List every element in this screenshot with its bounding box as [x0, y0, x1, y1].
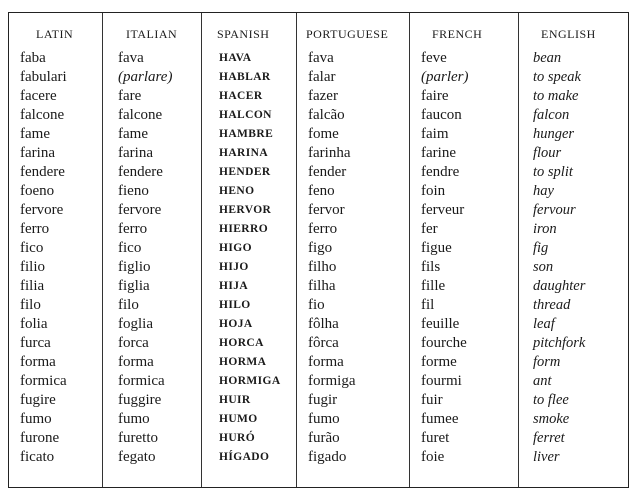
latin-word: fugire [20, 392, 56, 408]
italian-word: figlia [118, 278, 150, 294]
portuguese-word: fio [308, 297, 325, 313]
column-italian-list [118, 49, 172, 467]
portuguese-word: ferro [308, 221, 338, 237]
spanish-word: HIJO [219, 261, 249, 273]
portuguese-word: figado [308, 449, 347, 465]
spanish-word: HENO [219, 185, 255, 197]
french-word: fumee [421, 411, 459, 427]
french-word: farine [421, 145, 456, 161]
italian-word: figlio [118, 259, 151, 275]
italian-word: fervore [118, 202, 162, 218]
portuguese-word: figo [308, 240, 333, 256]
french-word: fil [421, 297, 435, 313]
spanish-word: HIGO [219, 242, 252, 254]
english-word: leaf [533, 316, 555, 332]
latin-word: fame [20, 126, 50, 142]
latin-word: faba [20, 50, 46, 66]
portuguese-word: fugir [308, 392, 338, 408]
italian-word: fendere [118, 164, 163, 180]
column-header-portuguese: PORTUGUESE [306, 27, 389, 41]
french-word: faim [421, 126, 449, 142]
spanish-word: HERVOR [219, 204, 272, 216]
column-header-spanish: SPANISH [217, 27, 270, 41]
spanish-word: HOJA [219, 318, 253, 330]
column-header-latin: LATIN [36, 27, 74, 41]
latin-word: filia [20, 278, 45, 294]
latin-word: fervore [20, 202, 64, 218]
portuguese-word: filha [308, 278, 336, 294]
portuguese-word: filho [308, 259, 337, 275]
english-word: to make [533, 88, 579, 104]
portuguese-word: feno [308, 183, 335, 199]
latin-word: filio [20, 259, 45, 275]
spanish-word: HENDER [219, 166, 271, 178]
portuguese-word: fôlha [308, 316, 339, 332]
english-word: ant [533, 373, 552, 389]
latin-word: falcone [20, 107, 65, 123]
english-word: fig [533, 240, 549, 256]
portuguese-word: fôrca [308, 335, 339, 351]
italian-word: farina [118, 145, 153, 161]
column-english [519, 13, 628, 487]
column-header-english: ENGLISH [541, 27, 596, 41]
latin-word: fumo [20, 411, 52, 427]
french-word: feuille [421, 316, 460, 332]
french-word: faire [421, 88, 449, 104]
latin-word: fendere [20, 164, 65, 180]
italian-word: formica [118, 373, 165, 389]
etymology-table [8, 12, 629, 488]
italian-word: forca [118, 335, 149, 351]
column-spanish [202, 13, 297, 487]
spanish-word: HABLAR [219, 71, 271, 83]
latin-word: forma [20, 354, 56, 370]
column-portuguese [297, 13, 410, 487]
italian-word: fare [118, 88, 142, 104]
spanish-word: HAMBRE [219, 128, 274, 140]
french-word: fendre [421, 164, 460, 180]
portuguese-word: fome [308, 126, 339, 142]
spanish-word: HUMO [219, 413, 258, 425]
latin-word: filo [20, 297, 41, 313]
spanish-word: HUIR [219, 394, 251, 406]
italian-word: fegato [118, 449, 156, 465]
spanish-word: HORMA [219, 356, 267, 368]
italian-word: fava [118, 50, 144, 66]
english-word: son [533, 259, 554, 275]
french-word: (parler) [421, 69, 469, 85]
column-portuguese-list [308, 49, 355, 467]
column-french [410, 13, 519, 487]
italian-word: ferro [118, 221, 148, 237]
english-word: falcon [533, 107, 570, 123]
french-word: foin [421, 183, 446, 199]
latin-word: furone [20, 430, 60, 446]
spanish-word: HILO [219, 299, 251, 311]
french-word: fils [421, 259, 441, 275]
portuguese-word: fervor [308, 202, 345, 218]
latin-word: foeno [20, 183, 55, 199]
latin-word: formica [20, 373, 67, 389]
french-word: fuir [421, 392, 443, 408]
english-word: thread [533, 297, 571, 313]
latin-word: furca [20, 335, 51, 351]
spanish-word: HIERRO [219, 223, 269, 235]
spanish-word: HAVA [219, 52, 252, 64]
french-word: fourmi [421, 373, 462, 389]
italian-word: fico [118, 240, 142, 256]
spanish-word: HIJA [219, 280, 249, 292]
french-word: figue [421, 240, 452, 256]
column-french-list [421, 49, 469, 467]
italian-word: forma [118, 354, 154, 370]
english-word: ferret [533, 430, 565, 446]
column-latin [9, 13, 103, 487]
italian-word: furetto [118, 430, 158, 446]
column-latin-list [20, 49, 67, 467]
english-word: to flee [533, 392, 569, 408]
french-word: fourche [421, 335, 467, 351]
latin-word: farina [20, 145, 55, 161]
latin-word: folia [20, 316, 48, 332]
portuguese-word: falar [308, 69, 336, 85]
column-header-french: FRENCH [432, 27, 483, 41]
spanish-word: HÍGADO [219, 451, 270, 463]
italian-word: fumo [118, 411, 150, 427]
english-word: hunger [533, 126, 575, 142]
portuguese-word: fava [308, 50, 334, 66]
spanish-word: HALCON [219, 109, 272, 121]
french-word: fer [421, 221, 438, 237]
italian-word: fame [118, 126, 148, 142]
column-header-italian: ITALIAN [126, 27, 178, 41]
latin-word: facere [20, 88, 57, 104]
latin-word: fabulari [20, 69, 67, 85]
portuguese-word: furão [308, 430, 340, 446]
spanish-word: HARINA [219, 147, 269, 159]
french-word: furet [421, 430, 450, 446]
portuguese-word: forma [308, 354, 344, 370]
italian-word: (parlare) [118, 69, 173, 85]
column-english-list [533, 49, 585, 467]
column-spanish-list [219, 49, 281, 467]
english-word: form [533, 354, 561, 370]
french-word: foie [421, 449, 445, 465]
english-word: flour [533, 145, 562, 161]
french-word: faucon [421, 107, 462, 123]
french-word: fille [421, 278, 446, 294]
italian-word: fieno [118, 183, 149, 199]
italian-word: foglia [118, 316, 153, 332]
italian-word: filo [118, 297, 139, 313]
english-word: to speak [533, 69, 581, 85]
portuguese-word: farinha [308, 145, 351, 161]
latin-word: ferro [20, 221, 50, 237]
spanish-word: HURÓ [219, 432, 256, 444]
english-word: to split [533, 164, 573, 180]
french-word: forme [421, 354, 457, 370]
portuguese-word: fumo [308, 411, 340, 427]
spanish-word: HORMIGA [219, 375, 281, 387]
portuguese-word: fender [308, 164, 347, 180]
english-word: iron [533, 221, 557, 237]
latin-word: ficato [20, 449, 55, 465]
english-word: liver [533, 449, 560, 465]
english-word: bean [533, 50, 562, 66]
spanish-word: HACER [219, 90, 263, 102]
column-italian [103, 13, 202, 487]
spanish-word: HORCA [219, 337, 264, 349]
french-word: feve [421, 50, 447, 66]
french-word: ferveur [421, 202, 465, 218]
english-word: daughter [533, 278, 586, 294]
italian-word: fuggire [118, 392, 162, 408]
portuguese-word: falcão [308, 107, 345, 123]
english-word: pitchfork [533, 335, 586, 351]
english-word: hay [533, 183, 554, 199]
italian-word: falcone [118, 107, 163, 123]
portuguese-word: formiga [308, 373, 356, 389]
english-word: fervour [533, 202, 576, 218]
latin-word: fico [20, 240, 44, 256]
portuguese-word: fazer [308, 88, 338, 104]
english-word: smoke [533, 411, 570, 427]
